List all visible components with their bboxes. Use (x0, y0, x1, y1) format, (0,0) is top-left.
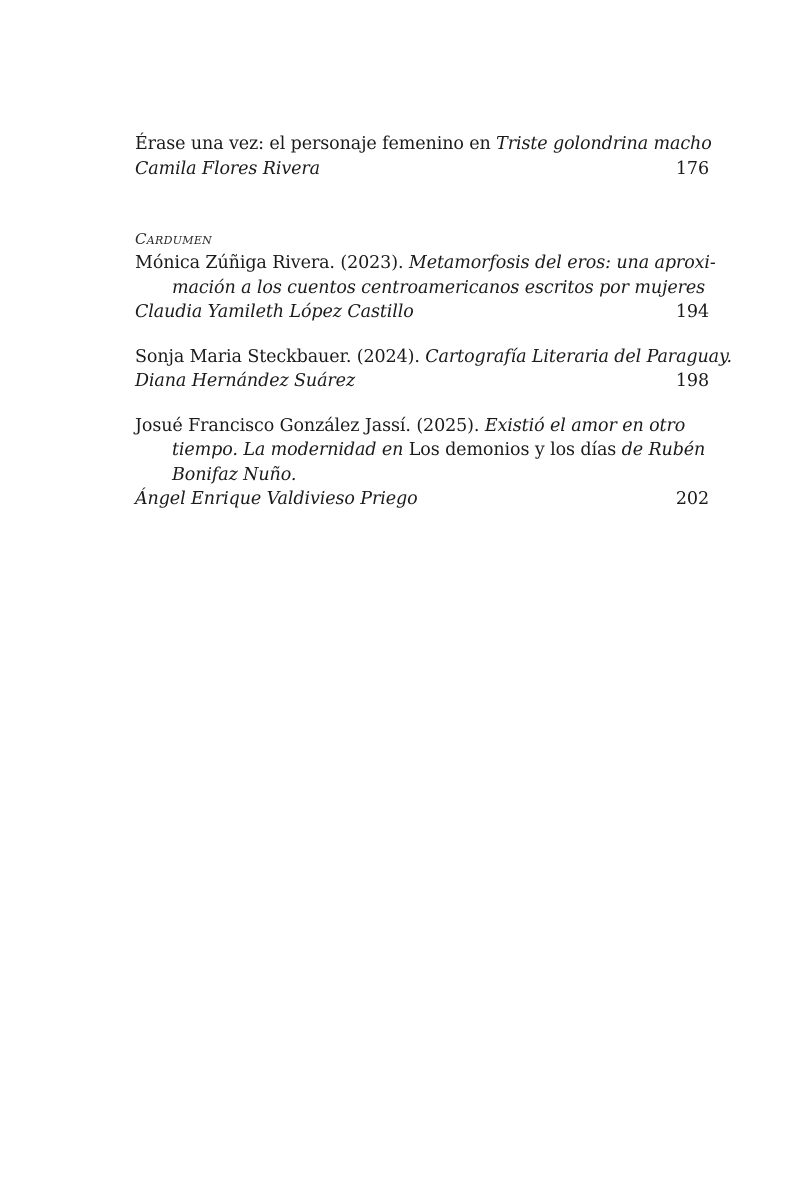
entry-author: Ángel Enrique Valdivieso Priego (135, 489, 418, 509)
entry-author-row (135, 487, 709, 512)
entry-title-line (135, 251, 716, 276)
entry-author: Diana Hernández Suárez (135, 371, 356, 391)
entry-title-regular: Mónica Zúñiga Rivera. (2023). (135, 253, 409, 273)
toc-entry-metamorfosis-del-eros (135, 251, 716, 325)
entry-title-continuation: mación a los cuentos centroamericanos escritos por mujeres (172, 277, 706, 298)
entry-title-italic: Triste golondrina macho (496, 134, 712, 154)
entry-title-regular: Los demonios y los días (408, 440, 622, 460)
entry-page-number: 194 (675, 302, 709, 322)
toc-entry-existio-el-amor (135, 414, 709, 512)
entry-author: Claudia Yamileth López Castillo (135, 302, 414, 322)
entry-title-italic: Metamorfosis del eros: una aproxi- (408, 253, 716, 273)
entry-title-italic: de Rubén (621, 440, 706, 460)
toc-entry-cartografia-literaria (135, 345, 732, 394)
entry-title-line (135, 345, 732, 370)
entry-title-continuation (135, 438, 709, 463)
entry-author: Camila Flores Rivera (135, 158, 320, 179)
entry-title-italic: tiempo. La modernidad en (172, 440, 409, 460)
entry-author-row (135, 157, 709, 182)
toc-entry-erase-una-vez (135, 132, 712, 181)
entry-author-row (135, 369, 709, 394)
section-heading-cardumen: Cardumen (135, 230, 213, 248)
table-of-contents (135, 132, 732, 512)
entry-title-regular: Josué Francisco González Jassí. (2025). (135, 415, 485, 436)
entry-title-regular: Érase una vez: el personaje femenino en (135, 134, 497, 154)
entry-title-line (135, 132, 712, 157)
entry-page-number: 198 (675, 371, 709, 391)
entry-title-continuation: Bonifaz Nuño. (172, 464, 297, 485)
entry-author-row (135, 300, 709, 325)
entry-title-italic: Cartografía Literaria del Paraguay. (425, 346, 732, 367)
entry-page-number: 202 (675, 489, 709, 509)
entry-title-line (135, 414, 709, 439)
entry-title-italic: Existió el amor en otro (484, 415, 686, 436)
entry-title-regular: Sonja Maria Steckbauer. (2024). (135, 346, 426, 367)
entry-page-number: 176 (675, 158, 709, 179)
